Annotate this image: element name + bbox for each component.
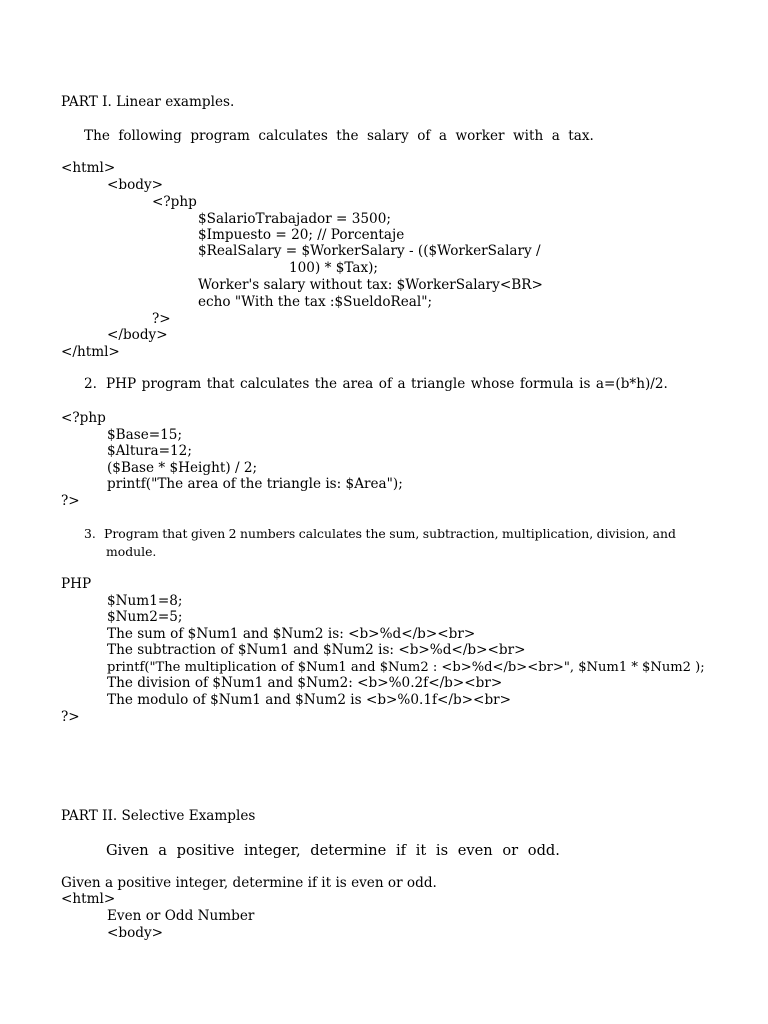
code-line: The subtraction of $Num1 and $Num2 is: <b>%d</b><br> [107,642,526,658]
word: it [415,842,427,859]
ex3-intro-line2: module. [106,544,157,559]
code-line: PHP [61,576,92,592]
word: The [84,128,110,144]
ex3-number: 3. [84,526,96,541]
part2-intro [106,842,560,859]
ex2-intro [106,376,668,393]
word: multiplication, [502,526,594,541]
word: is [579,376,591,392]
word: formula [519,376,574,392]
word: if [395,842,407,859]
word: a [397,376,406,392]
code-line: <?php [152,194,197,210]
code-line: </html> [61,344,120,360]
word: the [365,526,386,541]
code-line: $Altura=12; [107,443,192,459]
word: calculates [239,376,310,392]
code-line: $Base=15; [107,427,183,443]
code-line: <body> [107,925,164,941]
word: triangle [411,376,466,392]
word: that [206,376,235,392]
word: the [314,376,338,392]
word: or [502,842,519,859]
code-line: $RealSalary = $WorkerSalary - (($WorkerSalary / [198,243,541,259]
word: determine [310,842,387,859]
word: of [378,376,392,392]
word: that [162,526,188,541]
code-line: ?> [152,311,171,327]
word: program [141,376,202,392]
code-line: <html> [61,891,116,907]
code-line: $Num2=5; [107,609,183,625]
code-line: echo "With the tax :$SueldoReal"; [198,294,433,310]
code-line: </body> [107,327,168,343]
ex1-intro [84,128,594,145]
code-line: The division of $Num1 and $Num2: <b>%0.2f</b><br> [107,675,503,691]
word: Given [106,842,149,859]
word: worker [455,128,505,144]
code-line: Worker's salary without tax: $WorkerSalary<BR> [198,277,543,293]
word: program [190,128,250,144]
part1-heading: PART I. Linear examples. [61,94,235,110]
code-line: $Impuesto = 20; // Porcentaje [198,227,405,243]
code-line: $Num1=8; [107,593,183,609]
word: a [438,128,447,144]
word: following [118,128,182,144]
code-line: printf("The area of the triangle is: $Area"); [107,476,403,492]
code-line: The modulo of $Num1 and $Num2 is <b>%0.1f</b><br> [107,692,512,708]
word: even [457,842,493,859]
word: calculates [258,128,328,144]
word: PHP [106,376,137,392]
word: the [336,128,359,144]
code-line: <html> [61,160,116,176]
word: subtraction, [422,526,499,541]
word: division, [596,526,650,541]
code-line: Given a positive integer, determine if it is even or odd. [61,875,437,891]
code-line: ($Base * $Height) / 2; [107,460,258,476]
code-line: 100) * $Tax); [289,260,379,276]
part2-heading: PART II. Selective Examples [61,808,256,824]
word: and [652,526,676,541]
word: a [551,128,560,144]
word: area [342,376,374,392]
word: odd. [527,842,560,859]
code-line: ?> [61,493,80,509]
code-line: <?php [61,410,106,426]
word: sum, [389,526,420,541]
word: whose [470,376,515,392]
code-line: $SalarioTrabajador = 3500; [198,211,391,227]
word: a=(b*h)/2. [595,376,668,392]
word: numbers [240,526,296,541]
ex3-intro-line1 [104,525,676,542]
word: 2 [228,526,237,541]
word: of [417,128,431,144]
code-line: Even or Odd Number [107,908,255,924]
word: positive [176,842,235,859]
word: a [158,842,167,859]
word: given [190,526,226,541]
word: with [513,128,544,144]
word: is [435,842,449,859]
code-line: ?> [61,709,80,725]
word: integer, [244,842,301,859]
word: salary [367,128,409,144]
word: calculates [298,526,362,541]
code-line: <body> [107,177,164,193]
code-line: printf("The multiplication of $Num1 and $Num2 : <b>%d</b><br>", $Num1 * $Num2 ); [107,660,705,675]
word: Program [104,526,159,541]
ex2-number: 2. [84,376,97,392]
word: tax. [568,128,594,144]
code-line: The sum of $Num1 and $Num2 is: <b>%d</b><br> [107,626,476,642]
